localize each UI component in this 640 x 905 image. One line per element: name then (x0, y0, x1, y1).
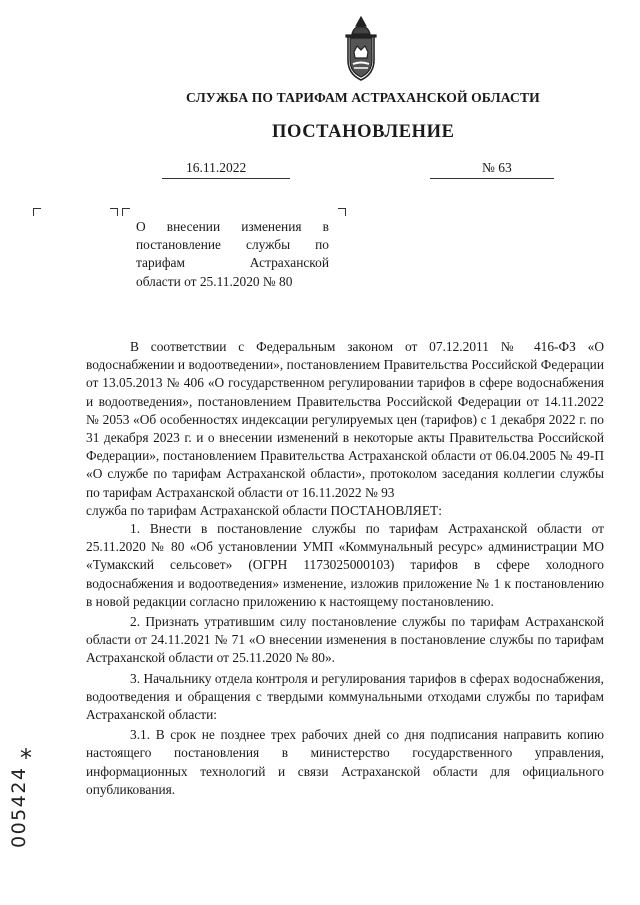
document-body (86, 338, 604, 799)
subject-line: О внесении изменения в (136, 219, 329, 234)
agency-name: СЛУЖБА ПО ТАРИФАМ АСТРАХАНСКОЙ ОБЛАСТИ (186, 90, 540, 105)
corner-mark-inner-left (122, 208, 130, 216)
item-3-paragraph: 3. Начальнику отдела контроля и регулирования тарифов в сферах водоснабжения, водоотведения и обращения с твердыми коммунальными отходами службы по тарифам Астраханской области: (86, 670, 604, 723)
document-subject (136, 218, 329, 291)
document-type: ПОСТАНОВЛЕНИЕ (272, 122, 455, 142)
item-2-paragraph: 2. Признать утратившим силу постановление службы по тарифам Астраханской области от 24.11.2021 № 71 «О внесении изменения в постановление службы по тарифам Астраханской области от 25.11.2020 № 80». (86, 614, 604, 666)
corner-mark-inner-right (110, 208, 118, 216)
item-1-paragraph: 1. Внести в постановление службы по тарифам Астраханской области от 25.11.2020 № 80 «Об установлении УМП «Коммунальный ресурс» администрации МО «Тумакский сельсовет» (ОГРН 1173025000103) тарифов в сфере холодного водоснабжения и водоотведения» изменение, изложив приложение № 1 к постановлению в новой редакции согласно приложению к настоящему постановлению. (86, 521, 604, 609)
subject-line: постановление службы по (136, 237, 329, 253)
date-field (162, 160, 290, 179)
margin-star: * (20, 744, 32, 772)
coat-of-arms-icon (334, 14, 388, 86)
resolves-line: служба по тарифам Астраханской области ПОСТАНОВЛЯЕТ: (86, 502, 442, 518)
corner-mark-left (33, 208, 41, 216)
document-number: № 63 (482, 160, 512, 175)
subject-line: тарифам Астраханской (136, 255, 329, 271)
preamble-paragraph: В соответствии с Федеральным законом от 07.12.2011 № 416-ФЗ «О водоснабжении и водоотведении», постановлением Правительства Российской Федерации от 13.05.2013 № 406 «О государственном регулировании тарифов в сфере водоснабжения и водоотведения», постановлением Правительства Российской Федерации от 14.11.2022 № 2053 «Об особенностях индексации регулируемых цен (тарифов) с 1 декабря 2022 г. по 31 декабря 2023 г. и о внесении изменений в некоторые акты Правительства Российской Федерации», постановлением Правительства Астраханской области от 06.04.2005 № 49-П «О службе по тарифам Астраханской области», протоколом заседания коллегии службы по тарифам Астраханской области от 16.11.2022 № 93 (86, 339, 604, 500)
subject-line: области от 25.11.2020 № 80 (136, 273, 293, 289)
number-field (430, 160, 554, 179)
corner-mark-right (338, 208, 346, 216)
item-3-1-paragraph: 3.1. В срок не позднее трех рабочих дней со дня подписания направить копию настоящего постановления в министерство государственного управления, информационных технологий и связи Астраханской области для официального опубликования. (86, 727, 604, 797)
document-date: 16.11.2022 (186, 160, 247, 175)
registration-stamp: 005424 (8, 766, 30, 848)
